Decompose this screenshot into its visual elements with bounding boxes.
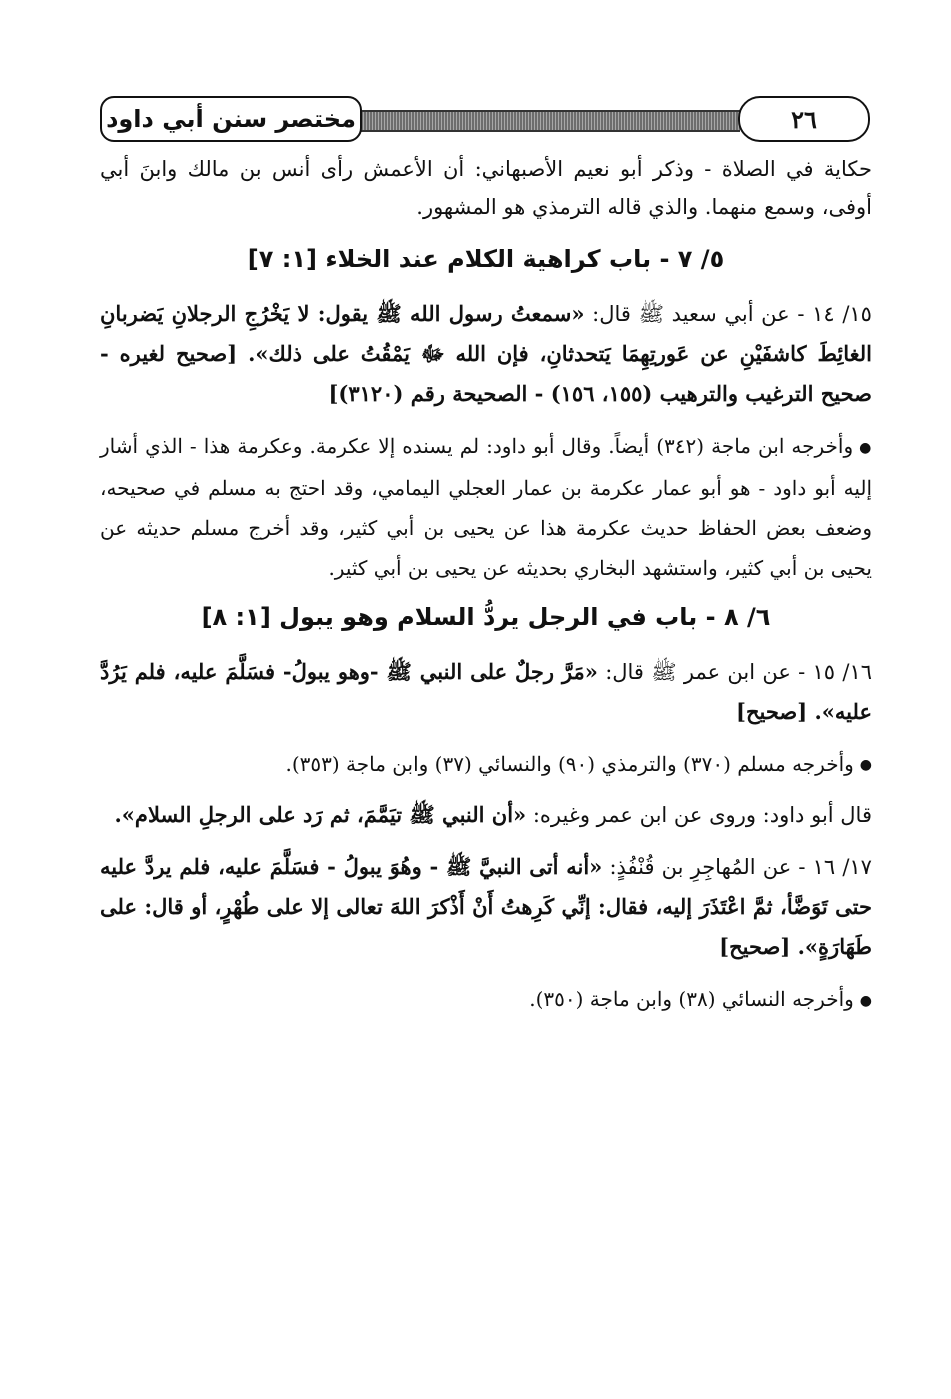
hadith-text: «مَرَّ رجلٌ على النبي ﷺ -وهو يبولُ- فسَلَّمَ عليه، فلم يَرُدَّ عليه». [صحيح] (100, 658, 872, 724)
hadith-intro: عن ابن عمر ﷺ قال: (605, 659, 791, 684)
hadith-text: «سمعتُ رسول الله ﷺ يقول: لا يَخْرُجِ الرجلانِ يَضربانِ الغائِطَ كاشفَيْنِ عن عَورتِهِمَا يَتحدثانِ، فإن الله ﷻ يَمْقُتُ على ذلك». [صحيح لغيره - صحيح الترغيب والترهيب (١٥٥، ١٥٦) - الصحيحة رقم (٣١٢٠)] (100, 301, 872, 406)
bullet-icon: ● (859, 992, 872, 1009)
bullet-icon: ● (859, 757, 872, 773)
hadith-number: ١٥/ ١٤ - (797, 302, 872, 326)
hadith-intro: عن أبي سعيد ﷺ قال: (592, 302, 790, 326)
hadith-16 (100, 652, 872, 732)
abu-dawud-comment (100, 795, 872, 835)
takhrij-note (100, 744, 872, 786)
page-body (100, 150, 872, 1031)
takhrij-note (100, 979, 872, 1021)
hadith-intro: عن المُهاجِرِ بن قُنْفُذٍ: (609, 855, 792, 879)
bullet-icon: ● (859, 439, 872, 456)
header-decorative-bar (358, 110, 740, 132)
takhrij-text: وأخرجه النسائي (٣٨) وابن ماجة (٣٥٠). (529, 987, 854, 1011)
comment-text: «أن النبي ﷺ تيَمَّمَ، ثم رَد على الرجلِ السلام». (114, 802, 527, 827)
page-number: ٢٦ (738, 96, 870, 142)
comment-intro: قال أبو داود: وروى عن ابن عمر وغيره: (532, 803, 872, 827)
takhrij-note (100, 426, 872, 588)
section-heading-6: ٦/ ٨ - باب في الرجل يردُّ السلام وهو يبول [١: ٨] (201, 602, 771, 631)
intro-paragraph: حكاية في الصلاة - وذكر أبو نعيم الأصبهاني: أن الأعمش رأى أنس بن مالك وابنَ أبي أوفى، وسمع منهما. والذي قاله الترمذي هو المشهور. (100, 157, 872, 219)
book-title: مختصر سنن أبي داود (100, 96, 362, 142)
hadith-15 (100, 294, 872, 414)
hadith-text: «أنه أتى النبيَّ ﷺ - وهُوَ يبولُ - فسَلَّمَ عليه، فلم يردَّ عليه حتى تَوَضَّأ، ثمَّ اعْتَذَرَ إليه، فقال: إنِّي كَرِهتُ أَنْ أَذْكرَ اللهَ تعالى إلا على طُهْرٍ، أو قال: على طَهَارَةٍ». [صحيح] (100, 854, 872, 959)
takhrij-text: وأخرجه ابن ماجة (٣٤٢) أيضاً. وقال أبو داود: لم يسنده إلا عكرمة. وعكرمة هذا - الذي أشار إليه أبو داود - هو أبو عمار عكرمة بن عمار العجلي اليمامي، وقد احتج به مسلم في صحيحه، وضعف بعض الحفاظ حديث عكرمة هذا عن يحيى بن أبي كثير، وقد أخرج مسلم حديثه عن يحيى بن أبي كثير، واستشهد البخاري بحديثه عن يحيى بن أبي كثير. (100, 434, 872, 580)
page-header (100, 96, 870, 142)
takhrij-text: وأخرجه مسلم (٣٧٠) والترمذي (٩٠) والنسائي (٣٧) وابن ماجة (٣٥٣). (285, 751, 854, 776)
hadith-17 (100, 847, 872, 967)
hadith-number: ١٧/ ١٦ - (798, 855, 872, 879)
hadith-number: ١٦/ ١٥ - (798, 659, 873, 684)
section-heading-5: ٥/ ٧ - باب كراهية الكلام عند الخلاء [١: ٧] (247, 245, 725, 273)
